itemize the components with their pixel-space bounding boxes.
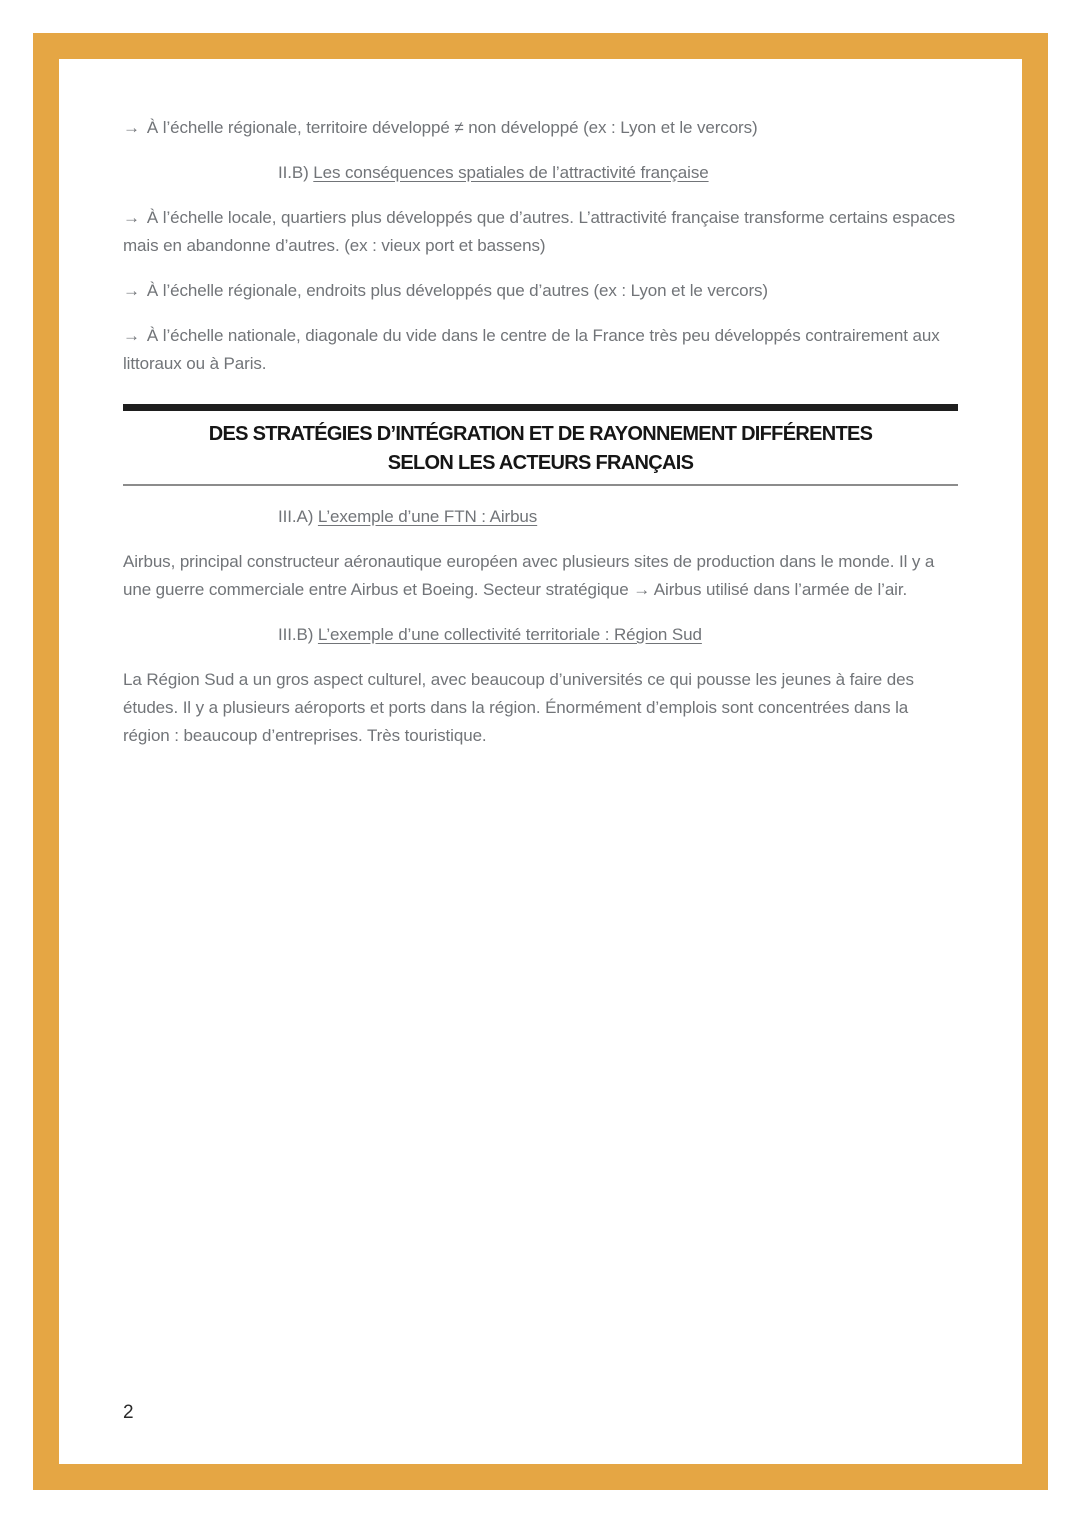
bullet-paragraph-4-text: À l’échelle nationale, diagonale du vide dans le centre de la France très peu développés contrairement aux littoraux ou à Paris. [123,326,940,373]
section-3a-label: III.A) [278,507,314,526]
bullet-paragraph-4 [123,322,958,378]
section-3a-title: L’exemple d’une FTN : Airbus [317,507,538,526]
bullet-paragraph-3-text: À l’échelle régionale, endroits plus développés que d’autres (ex : Lyon et le vercors) [146,281,768,300]
section-heading-2b [278,159,958,187]
arrow-bullet-icon: → [123,281,140,300]
section-2b-title: Les conséquences spatiales de l’attractivité française [313,163,709,182]
page-frame-border [33,33,1048,1490]
body-paragraph-region-sud: La Région Sud a un gros aspect culturel, avec beaucoup d’universités ce qui pousse les jeunes à faire des études. Il y a plusieurs aéroports et ports dans la région. Énormément d’emplois sont concentrées dans la région : beaucoup d’entreprises. Très touristique. [123,670,914,745]
arrow-bullet-icon: → [123,118,140,137]
section-2b-label: II.B) [278,163,309,182]
section-heading-3a [278,503,958,531]
arrow-bullet-icon: → [123,326,140,345]
bullet-paragraph-3 [123,277,958,305]
section-heading-3b [278,621,958,649]
arrow-bullet-icon: → [123,208,140,227]
main-heading-text [123,420,958,478]
body-paragraph-airbus: Airbus, principal constructeur aéronautique européen avec plusieurs sites de production dans le monde. Il y a une guerre commerciale entre Airbus et Boeing. Secteur stratégique → Airbus utilisé dans l’armée de l’air. [123,552,935,599]
main-heading-line1: DES STRATÉGIES D’INTÉGRATION ET DE RAYONNEMENT DIFFÉRENTES [208,423,873,445]
bullet-paragraph-1-text: À l’échelle régionale, territoire développé ≠ non développé (ex : Lyon et le vercors) [146,118,758,137]
section-3b-label: III.B) [278,625,314,644]
page-content [59,59,1022,750]
main-section-heading [123,404,958,486]
bullet-paragraph-2-text: À l’échelle locale, quartiers plus développés que d’autres. L’attractivité française transforme certains espaces mais en abandonne d’autres. (ex : vieux port et bassens) [123,208,955,255]
section-3b-title: L’exemple d’une collectivité territoriale : Région Sud [317,625,702,644]
heading-top-rule [123,404,958,411]
bullet-paragraph-1 [123,114,958,142]
bullet-paragraph-2 [123,204,958,260]
main-heading-line2: SELON LES ACTEURS FRANÇAIS [387,452,694,474]
page-number: 2 [123,1402,134,1423]
heading-bottom-rule [123,484,958,486]
